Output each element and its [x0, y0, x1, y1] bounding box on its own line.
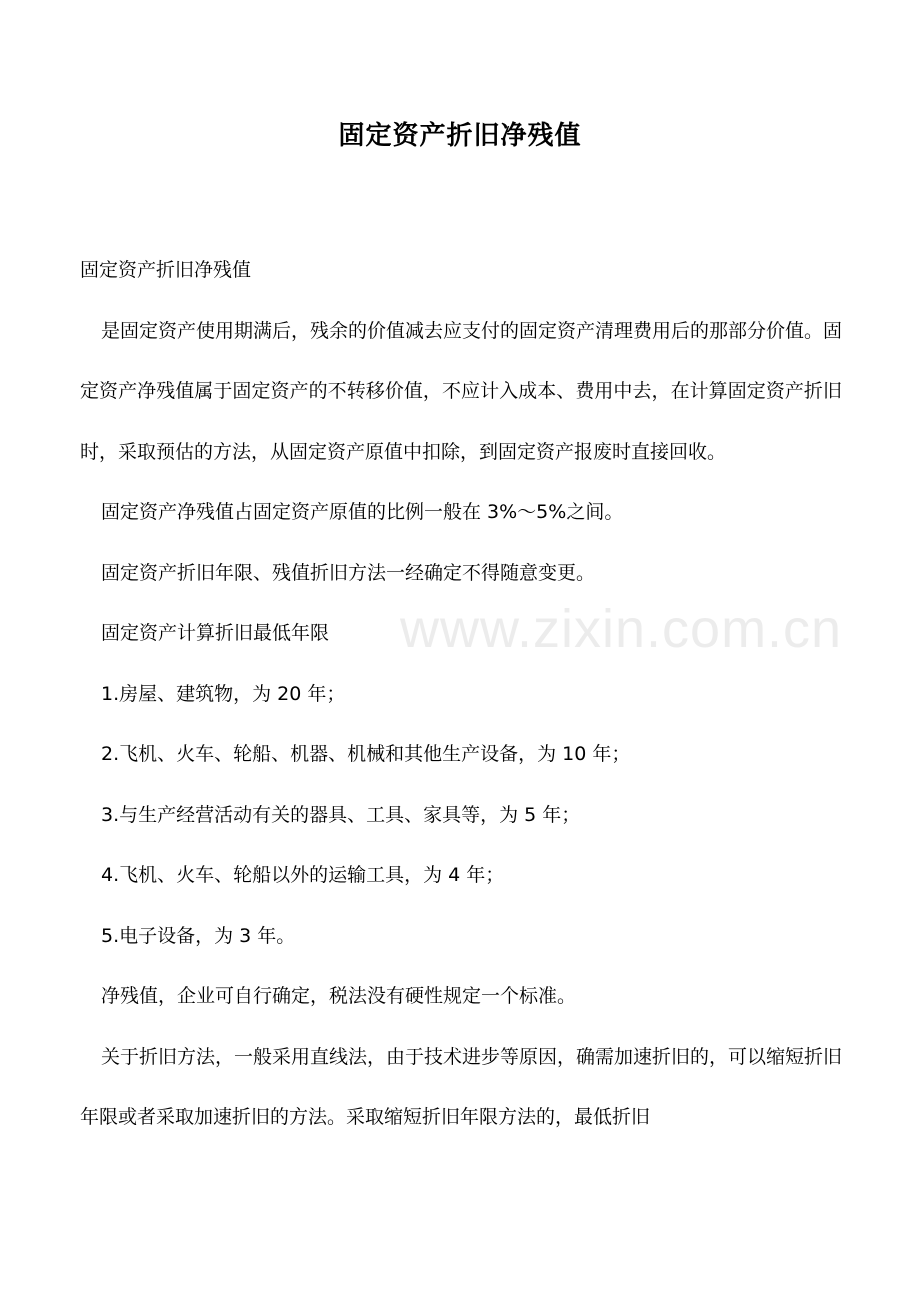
- list-item-buildings: 1.房屋、建筑物，为 20 年；: [101, 682, 346, 705]
- list-item-electronics: 5.电子设备，为 3 年。: [101, 924, 296, 947]
- section-heading: 固定资产折旧净残值: [80, 259, 252, 281]
- watermark: www.zixin.com.cn: [400, 599, 843, 659]
- document-body: [80, 240, 842, 1148]
- paragraph-depreciation-method: 关于折旧方法，一般采用直线法，由于技术进步等原因，确需加速折旧的，可以缩短折旧年限或者采取加速折旧的方法。采取缩短折旧年限方法的，最低折旧: [80, 1045, 843, 1128]
- list-item-tools: 3.与生产经营活动有关的器具、工具、家具等，为 5 年；: [101, 803, 581, 826]
- paragraph-min-years-heading: 固定资产计算折旧最低年限: [101, 622, 330, 644]
- list-item-transport: 4.飞机、火车、轮船以外的运输工具，为 4 年；: [101, 864, 505, 886]
- list-item-machinery: 2.飞机、火车、轮船、机器、机械和其他生产设备，为 10 年；: [101, 743, 631, 765]
- paragraph-residual-value: 净残值，企业可自行确定，税法没有硬性规定一个标准。: [101, 985, 577, 1007]
- paragraph-method-fixed: 固定资产折旧年限、残值折旧方法一经确定不得随意变更。: [101, 561, 596, 584]
- document-title: 固定资产折旧净残值: [338, 121, 582, 151]
- paragraph-ratio: 固定资产净残值占固定资产原值的比例一般在 3%～5%之间。: [101, 501, 624, 523]
- paragraph-definition: 是固定资产使用期满后，残余的价值减去应支付的固定资产清理费用后的那部分价值。固定资产净残值属于固定资产的不转移价值，不应计入成本、费用中去，在计算固定资产折旧时，采取预估的方法，从固定资产原值中扣除，到固定资产报废时直接回收。: [80, 319, 843, 463]
